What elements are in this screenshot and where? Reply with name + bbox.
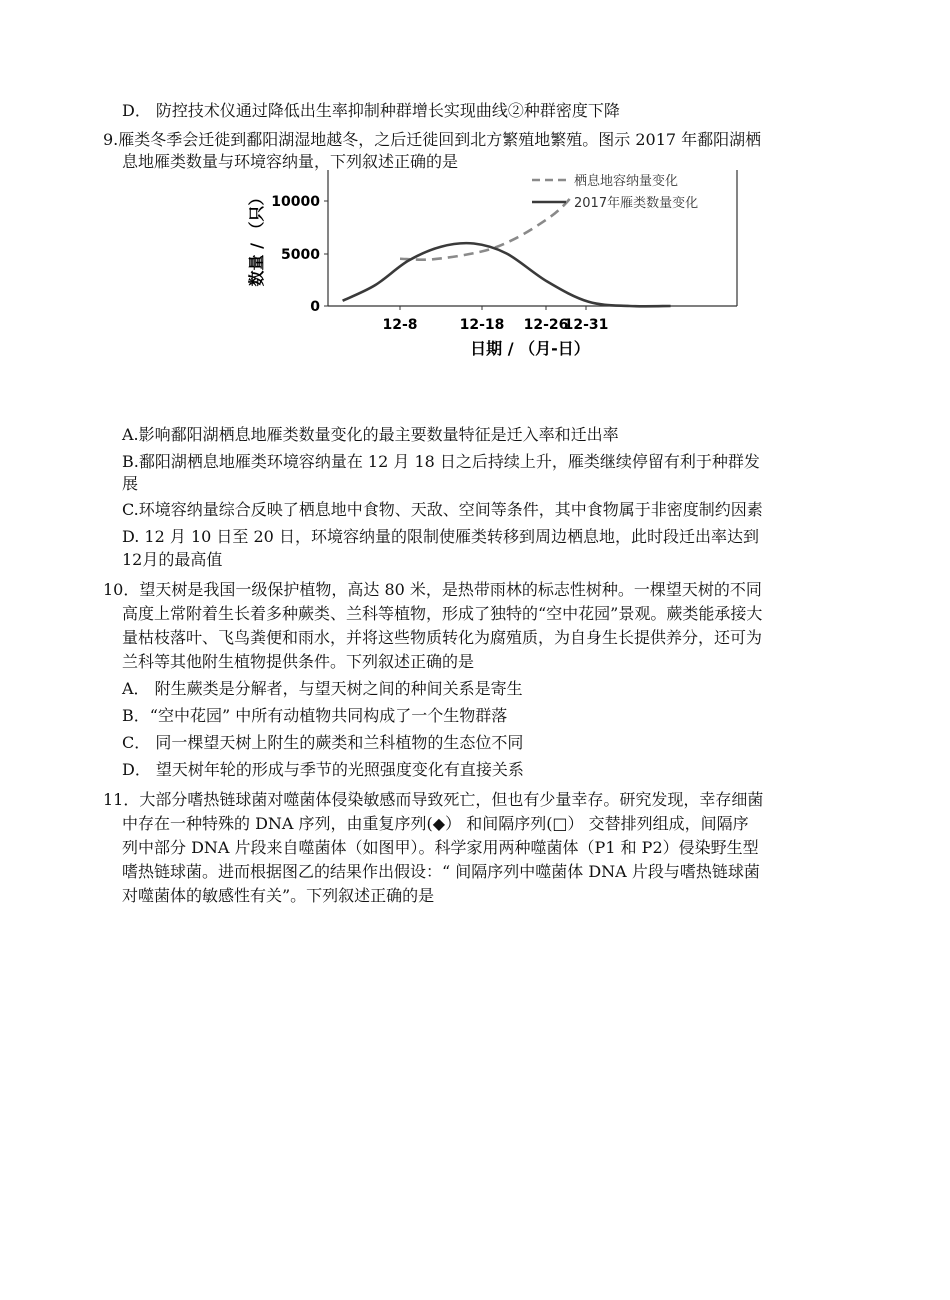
q11-stem-line-3: 列中部分 DNA 片段来自噬菌体（如图甲）。科学家用两种噬菌体（P1 和 P2）侵染野生型 <box>122 838 759 857</box>
x-tick-12-26 <box>524 306 569 333</box>
legend-label-population: 2017年雁类数量变化 <box>574 196 699 211</box>
q11-stem-line-2: 中存在一种特殊的 DNA 序列，由重复序列(◆） 和间隔序列(□） 交替排列组成，间隔序 <box>122 814 749 833</box>
x-axis-title: 日期 / （月-日） <box>470 339 590 358</box>
q11-stem-line-1: 11．大部分嗜热链球菌对噬菌体侵染敏感而导致死亡，但也有少量幸存。研究发现，幸存细菌 <box>103 790 764 809</box>
y-tick-0 <box>310 299 328 315</box>
y-tick-10000 <box>271 194 328 210</box>
x-tick-label-12-26: 12-26 <box>523 317 569 333</box>
q10-option-d: D． 望天树年轮的形成与季节的光照强度变化有直接关系 <box>122 760 524 779</box>
x-tick-label-12-18: 12-18 <box>459 317 505 333</box>
series-line-capacity <box>400 196 572 260</box>
q11-stem-line-4: 嗜热链球菌。进而根据图乙的结果作出假设：“ 间隔序列中噬菌体 DNA 片段与嗜热链球菌 <box>122 862 760 881</box>
x-tick-12-31 <box>564 306 609 333</box>
q9-option-a: A.影响鄱阳湖栖息地雁类数量变化的最主要数量特征是迁入率和迁出率 <box>122 425 619 444</box>
q9-stem-line-2: 息地雁类数量与环境容纳量，下列叙述正确的是 <box>122 152 459 171</box>
q10-stem-line-3: 量枯枝落叶、飞鸟粪便和雨水，并将这些物质转化为腐殖质，为自身生长提供养分，还可为 <box>122 628 763 647</box>
y-axis-title: 数量 / （只） <box>247 189 266 287</box>
y-tick-label-0: 0 <box>310 299 320 315</box>
q10-stem-line-2: 高度上常附着生长着多种蕨类、兰科等植物，形成了独特的“空中花园”景观。蕨类能承接大 <box>122 604 763 623</box>
q9-option-b-cont: 展 <box>122 474 139 493</box>
q10-option-b: B．“空中花园” 中所有动植物共同构成了一个生物群落 <box>122 706 508 725</box>
y-tick-label-10000: 10000 <box>271 194 320 210</box>
q9-option-d-cont: 12月的最高值 <box>122 550 223 569</box>
x-tick-label-12-8: 12-8 <box>382 317 418 333</box>
q9-option-d: D. 12 月 10 日至 20 日，环境容纳量的限制使雁类转移到周边栖息地，此时段迁出率达到 <box>122 527 759 546</box>
x-tick-12-8 <box>382 306 417 333</box>
x-tick-12-18 <box>460 306 505 333</box>
geese-population-chart <box>240 166 740 366</box>
q9-stem-line-1: 9.雁类冬季会迁徙到鄱阳湖湿地越冬，之后迁徙回到北方繁殖地繁殖。图示 2017 年鄱阳湖栖 <box>103 130 762 149</box>
q8-option-d: D． 防控技术仪通过降低出生率抑制种群增长实现曲线②种群密度下降 <box>122 101 620 120</box>
q10-stem-line-1: 10．望天树是我国一级保护植物，高达 80 米，是热带雨林的标志性树种。一棵望天树的不同 <box>103 580 762 599</box>
legend-label-capacity: 栖息地容纳量变化 <box>574 174 679 189</box>
y-tick-label-5000: 5000 <box>281 247 320 263</box>
q9-option-b: B.鄱阳湖栖息地雁类环境容纳量在 12 月 18 日之后持续上升，雁类继续停留有利于种群发 <box>122 452 760 471</box>
y-tick-5000 <box>281 247 328 263</box>
series-line-population <box>343 243 671 306</box>
x-tick-label-12-31: 12-31 <box>563 317 609 333</box>
legend <box>532 173 698 211</box>
q10-stem-line-4: 兰科等其他附生植物提供条件。下列叙述正确的是 <box>122 652 475 671</box>
q10-option-c: C． 同一棵望天树上附生的蕨类和兰科植物的生态位不同 <box>122 733 524 752</box>
q9-option-c: C.环境容纳量综合反映了栖息地中食物、天敌、空间等条件，其中食物属于非密度制约因素 <box>122 500 763 519</box>
q10-option-a: A． 附生蕨类是分解者，与望天树之间的种间关系是寄生 <box>122 679 523 698</box>
q11-stem-line-5: 对噬菌体的敏感性有关”。下列叙述正确的是 <box>122 886 435 905</box>
